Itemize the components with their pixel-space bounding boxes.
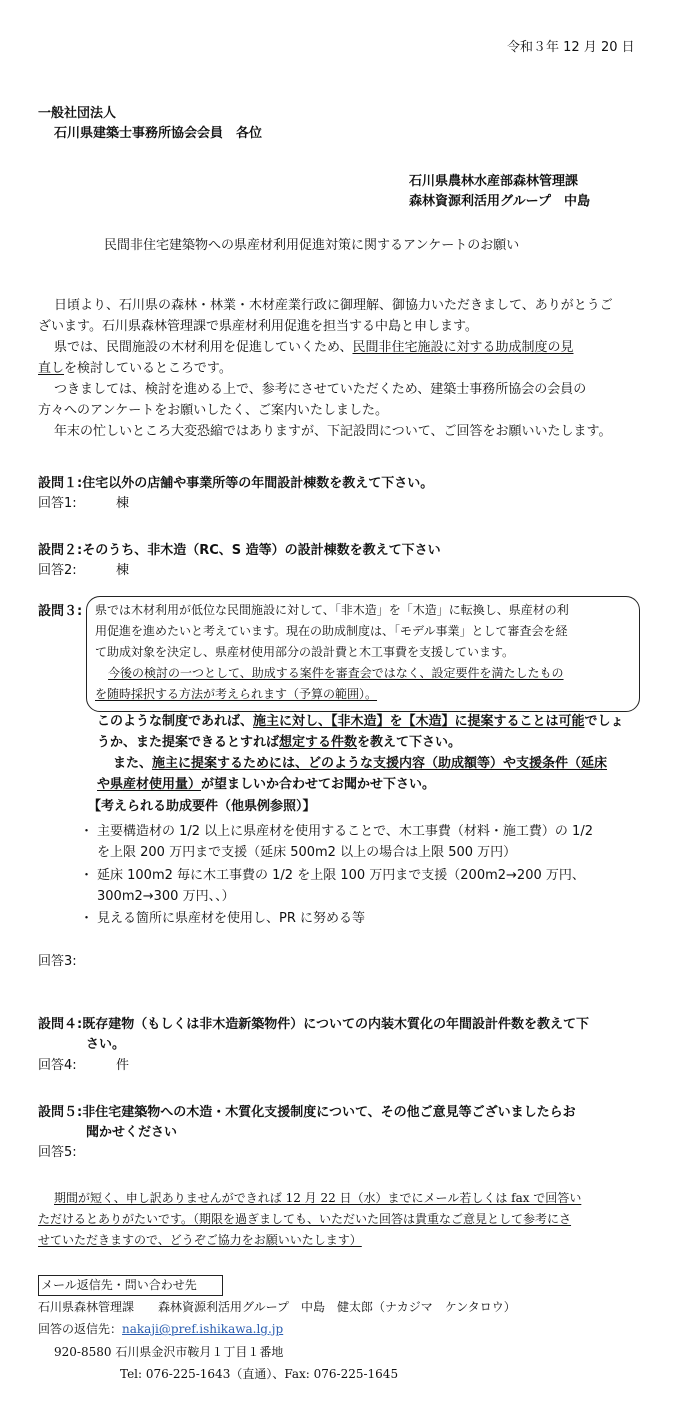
question-text: このような制度であれば、: [97, 714, 254, 729]
question-3-text-b: [97, 733, 461, 752]
answer-2-label: 回答2:: [38, 563, 77, 578]
info-box-line-3: て助成対象を決定し、県産材使用部分の設計費と木工事費を支援しています。: [95, 645, 515, 659]
closing-line-3: せていただきますので、どうぞご協力をお願いいたします）: [38, 1233, 362, 1247]
intro-paragraph-2a: [54, 338, 574, 357]
question-3-label: 設問３:: [38, 604, 83, 619]
bullet: ・: [80, 911, 94, 926]
contact-email-link[interactable]: nakaji@pref.ishikawa.lg.jp: [122, 1322, 284, 1336]
sender-department: 石川県農林水産部森林管理課: [409, 174, 579, 189]
info-box-line-2: 用促進を進めたいと考えています。現在の助成制度は、「モデル事業」として審査会を経: [95, 624, 568, 638]
contact-person: 石川県森林管理課 森林資源利活用グループ 中島 健太郎（ナカジマ ケンタロウ）: [38, 1300, 516, 1314]
intro-paragraph-1a: 日頃より、石川県の森林・林業・木材産業行政に御理解、御協力いただきまして、ありがとうご: [54, 298, 613, 313]
requirement-1a: 主要構造材の 1/2 以上に県産材を使用することで、木工事費（材料・施工費）の 1/2: [97, 824, 593, 839]
question-underlined-text: 施主に対し、【非木造】を【木造】に提案することは可能: [253, 714, 585, 729]
question-1: 設問１:住宅以外の店舗や事業所等の年間設計棟数を教えて下さい。: [38, 476, 434, 491]
question-2: 設問２:そのうち、非木造（RC、S 造等）の設計棟数を教えて下さい: [38, 543, 441, 558]
sender-group: 森林資源利活用グループ 中島: [409, 194, 590, 209]
recipient-name: 石川県建築士事務所協会会員 各位: [54, 126, 263, 141]
answer-1-label: 回答1:: [38, 496, 77, 511]
answer-5-label: 回答5:: [38, 1145, 77, 1160]
intro-underlined-text: 直し: [38, 361, 65, 376]
question-3-text-a: [97, 712, 624, 731]
bullet: ・: [80, 824, 94, 839]
question-text: でしょ: [584, 714, 624, 729]
requirements-heading: 【考えられる助成要件（他県例参照）】: [88, 799, 316, 814]
intro-paragraph-2b: [38, 359, 232, 378]
info-box-line-5: を随時採択する方法が考えられます（予算の範囲）。: [95, 687, 378, 701]
question-underlined-text: 想定する件数: [279, 735, 358, 750]
question-text: が望ましいか合わせてお聞かせ下さい。: [201, 777, 436, 792]
intro-text: 県では、民間施設の木材利用を促進していくため、: [54, 340, 353, 355]
bullet: ・: [80, 868, 94, 883]
info-box-line-1: 県では木材利用が低位な民間施設に対して、「非木造」を「木造」に転換し、県産材の利: [95, 603, 569, 617]
intro-underlined-text: 民間非住宅施設に対する助成制度の見: [352, 340, 574, 355]
recipient-organization-type: 一般社団法人: [38, 106, 117, 121]
requirement-3: 見える箇所に県産材を使用し、PR に努める等: [97, 911, 366, 926]
closing-line-1: 期間が短く、申し訳ありませんができれば 12 月 22 日（水）までにメール若しくは fax で回答い: [54, 1191, 582, 1205]
question-text: うか、また提案できるとすれば: [97, 735, 280, 750]
requirement-2b: 300m2→300 万円、、）: [97, 889, 235, 904]
intro-text: を検討しているところです。: [64, 361, 232, 376]
question-3-text-c: [113, 754, 607, 773]
intro-paragraph-4: 年末の忙しいところ大変恐縮ではありますが、下記設問について、ご回答をお願いいたします。: [54, 424, 612, 439]
contact-address: 920-8580 石川県金沢市鞍月１丁目１番地: [54, 1345, 284, 1359]
document-date: 令和３年 12 月 20 日: [507, 40, 635, 55]
document-title: 民間非住宅建築物への県産材利用促進対策に関するアンケートのお願い: [104, 238, 520, 253]
question-text: を教えて下さい。: [357, 735, 462, 750]
info-box-line-4: 今後の検討の一つとして、助成する案件を審査会ではなく、設定要件を満たしたもの: [108, 666, 564, 680]
question-4b: さい。: [86, 1037, 126, 1052]
answer-3-label: 回答3:: [38, 954, 77, 969]
answer-4-label: 回答4:: [38, 1058, 77, 1073]
answer-2-unit: 棟: [116, 563, 130, 578]
requirement-2a: 延床 100m2 毎に木工事費の 1/2 を上限 100 万円まで支援（200m2→200 万円、: [97, 868, 585, 883]
question-underlined-text: 施主に提案するためには、どのような支援内容（助成額等）や支援条件（延床: [152, 756, 608, 771]
intro-paragraph-3b: 方々へのアンケートをお願いしたく、ご案内いたしました。: [38, 403, 388, 418]
reply-to-line: [38, 1320, 283, 1338]
contact-box-label: メール返信先・問い合わせ先: [41, 1278, 197, 1292]
question-5a: 設問５:非住宅建築物への木造・木質化支援制度について、その他ご意見等ございましたらお: [38, 1105, 576, 1120]
reply-to-label: 回答の返信先：: [38, 1322, 123, 1336]
requirement-1b: を上限 200 万円まで支援（延床 500m2 以上の場合は上限 500 万円）: [97, 845, 517, 860]
question-underlined-text: や県産材使用量）: [97, 777, 202, 792]
intro-paragraph-1b: ざいます。石川県森林管理課で県産材利用促進を担当する中島と申します。: [38, 319, 478, 334]
question-text: また、: [113, 756, 153, 771]
question-4a: 設問４:既存建物（もしくは非木造新築物件）についての内装木質化の年間設計件数を教えて下: [38, 1017, 589, 1032]
closing-line-2: ただけるとありがたいです。（期限を過ぎましても、いただいた回答は貴重なご意見として参考にさ: [38, 1212, 572, 1226]
answer-4-unit: 件: [116, 1058, 130, 1073]
question-5b: 聞かせください: [86, 1125, 178, 1140]
question-3-text-d: [97, 775, 435, 794]
answer-1-unit: 棟: [116, 496, 130, 511]
contact-tel-fax: Tel: 076-225-1643（直通）、Fax: 076-225-1645: [120, 1367, 399, 1381]
intro-paragraph-3a: つきましては、検討を進める上で、参考にさせていただくため、建築士事務所協会の会員の: [54, 382, 587, 397]
